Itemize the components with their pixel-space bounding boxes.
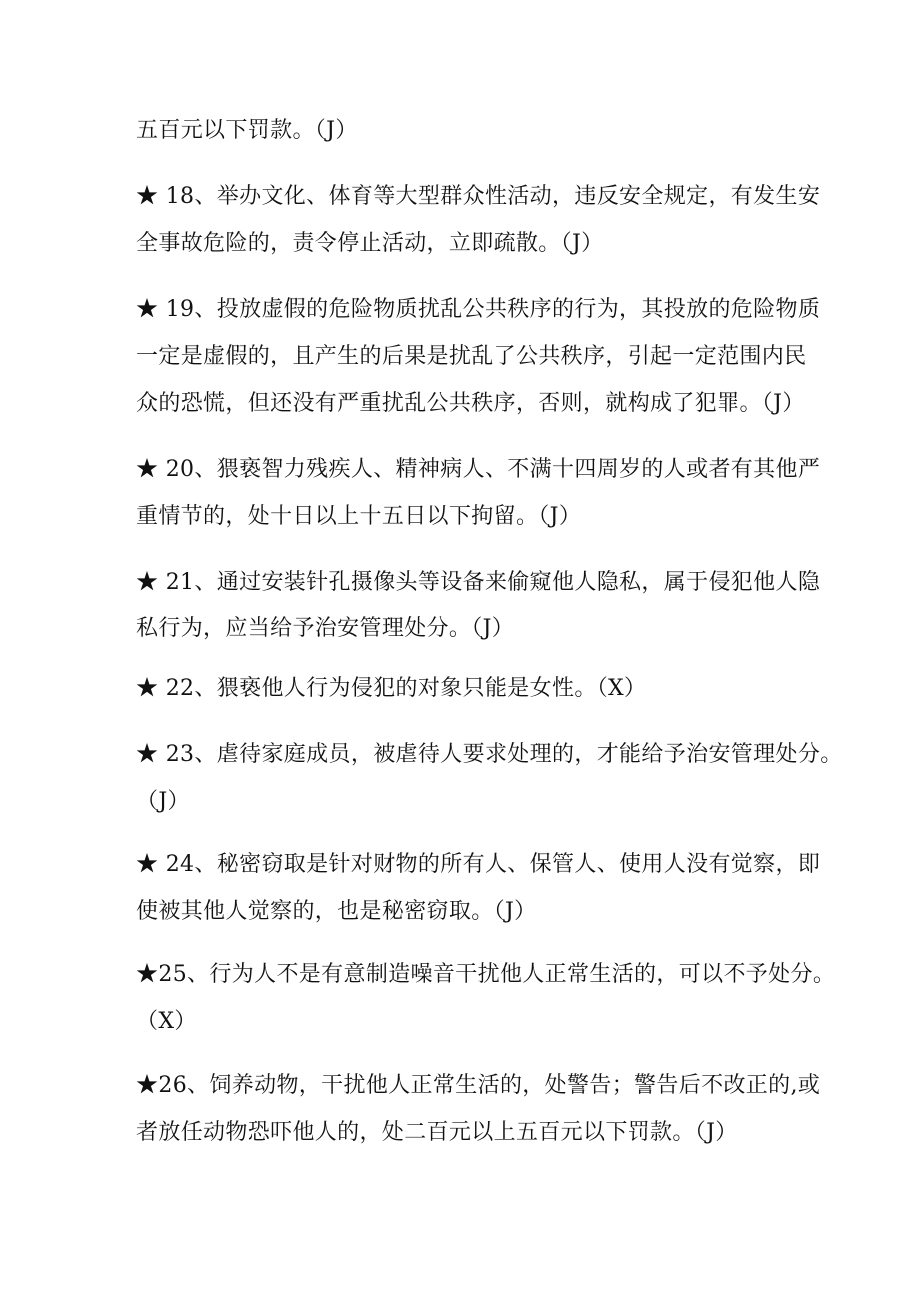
question-22-line-1: ★ 22、猥亵他人行为侵犯的对象只能是女性。（X） — [136, 676, 647, 701]
question-19-line-2: 一定是虚假的，且产生的后果是扰乱了公共秩序，引起一定范围内民 — [136, 344, 807, 369]
question-21-line-2: 私行为，应当给予治安管理处分。（J） — [136, 616, 515, 641]
question-26-line-2: 者放任动物恐吓他人的，处二百元以上五百元以下罚款。（J） — [136, 1120, 738, 1145]
question-21-line-1: ★ 21、通过安装针孔摄像头等设备来偷窥他人隐私，属于侵犯他人隐 — [136, 570, 821, 595]
question-26-line-1: ★26、饲养动物，干扰他人正常生活的，处警告；警告后不改正的,或 — [136, 1073, 821, 1098]
question-25-line-1: ★25、行为人不是有意制造噪音干扰他人正常生活的，可以不予处分。 — [136, 962, 836, 987]
question-24-line-1: ★ 24、秘密窃取是针对财物的所有人、保管人、使用人没有觉察，即 — [136, 852, 821, 877]
question-23-line-2: （J） — [136, 789, 190, 814]
question-19-line-3: 众的恐慌，但还没有严重扰乱公共秩序，否则，就构成了犯罪。（J） — [136, 391, 805, 416]
text-line: 五百元以下罚款。（J） — [136, 118, 358, 143]
question-25-line-2: （X） — [136, 1009, 197, 1034]
question-24-line-2: 使被其他人觉察的，也是秘密窃取。（J） — [136, 899, 537, 924]
question-19-line-1: ★ 19、投放虚假的危险物质扰乱公共秩序的行为，其投放的危险物质 — [136, 297, 821, 322]
question-20-line-1: ★ 20、猥亵智力残疾人、精神病人、不满十四周岁的人或者有其他严 — [136, 457, 821, 482]
question-23-line-1: ★ 23、虐待家庭成员，被虐待人要求处理的，才能给予治安管理处分。 — [136, 742, 843, 767]
question-20-line-2: 重情节的，处十日以上十五日以下拘留。（J） — [136, 504, 582, 529]
question-18-line-1: ★ 18、举办文化、体育等大型群众性活动，违反安全规定，有发生安 — [136, 184, 821, 209]
question-18-line-2: 全事故危险的，责令停止活动，立即疏散。（J） — [136, 231, 604, 256]
